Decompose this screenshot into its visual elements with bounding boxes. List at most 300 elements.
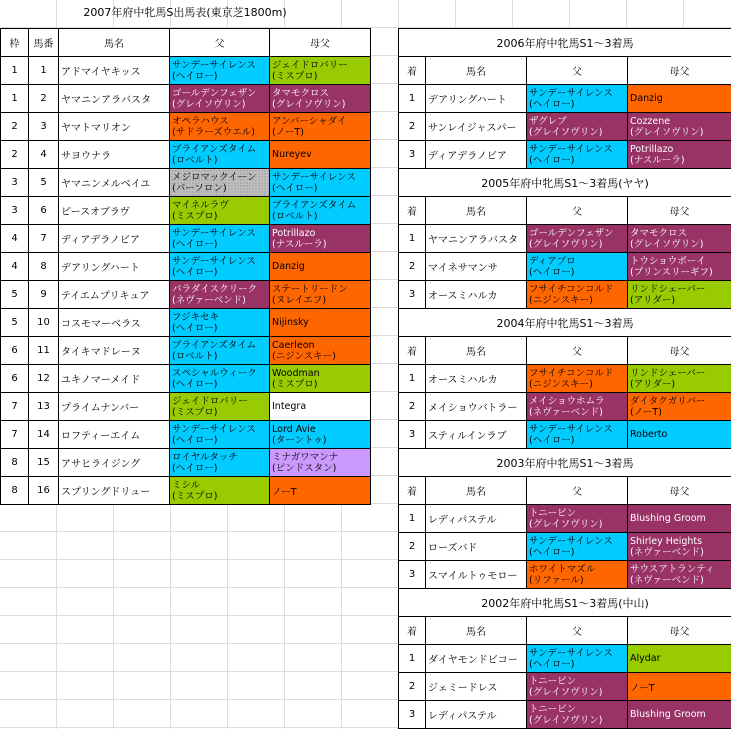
dam-sire-cell <box>628 141 731 169</box>
waku-cell: 6 <box>1 365 29 393</box>
cell-line: ブライアンズタイム <box>172 143 257 155</box>
cell-line: (ヘイロー) <box>172 462 218 474</box>
entry-row <box>1 85 371 113</box>
header-name: 馬名 <box>426 617 527 645</box>
entry-row <box>1 225 371 253</box>
cell-line: (ミスプロ) <box>172 406 218 418</box>
waku-cell: 5 <box>1 309 29 337</box>
cell-line: Potrillazo <box>272 227 316 239</box>
header-name: 馬名 <box>426 337 527 365</box>
cell-line: サンデーサイレンス <box>172 227 256 239</box>
horse-name-cell: デアリングハート <box>426 85 527 113</box>
dam-sire-cell <box>270 337 371 365</box>
entry-row <box>1 113 371 141</box>
cell-line: オペラハウス <box>172 115 229 127</box>
cell-line: (ネヴァーベンド) <box>529 406 603 418</box>
section-title: 2005年府中牝馬S1～3着馬(ヤヤ) <box>399 169 731 197</box>
dam-sire-cell <box>628 645 731 673</box>
sire-cell <box>170 57 270 85</box>
cell-line: (グレイソヴリン) <box>529 238 603 250</box>
cell-line: ゴールデンフェザン <box>529 227 614 239</box>
horse-name-cell: スマイルトゥモロー <box>426 561 527 589</box>
header-name: 馬名 <box>426 57 527 85</box>
rank-cell: 3 <box>399 141 426 169</box>
result-row <box>399 113 731 141</box>
cell-line: サンデーサイレンス <box>529 535 613 547</box>
rank-cell: 1 <box>399 505 426 533</box>
entry-row <box>1 57 371 85</box>
sire-cell <box>170 477 270 505</box>
section-header-row <box>399 337 731 365</box>
entry-row <box>1 197 371 225</box>
dam-sire-cell <box>628 533 731 561</box>
header-waku: 枠 <box>1 29 29 57</box>
cell-line: (ネヴァーベンド) <box>172 294 246 306</box>
entry-row <box>1 449 371 477</box>
cell-line: サウスアトランティ <box>630 563 715 575</box>
cell-line: ディアブロ <box>529 255 576 267</box>
cell-line: (ヘイロー) <box>529 98 575 110</box>
cell-line: ミナガワマンナ <box>272 451 339 463</box>
cell-line: (ヘイロー) <box>529 546 575 558</box>
cell-line: サンデーサイレンス <box>172 423 256 435</box>
cell-line: ホワイトマズル <box>529 563 596 575</box>
num-cell: 3 <box>29 113 59 141</box>
header-dam-sire: 母父 <box>628 197 731 225</box>
sire-cell <box>170 225 270 253</box>
cell-line: (ナスルーラ) <box>630 154 685 166</box>
rank-cell: 3 <box>399 701 426 729</box>
horse-name-cell: アドマイヤキッス <box>59 57 170 85</box>
cell-line: サンデーサイレンス <box>272 171 356 183</box>
waku-cell: 8 <box>1 449 29 477</box>
result-row <box>399 225 731 253</box>
cell-line: トニービン <box>529 675 577 687</box>
cell-line: (グレイソヴリン) <box>529 518 603 530</box>
cell-text: Danzig <box>630 93 663 104</box>
result-row <box>399 561 731 589</box>
rank-cell: 2 <box>399 673 426 701</box>
sire-cell <box>527 421 628 449</box>
header-name: 馬名 <box>426 477 527 505</box>
rank-cell: 1 <box>399 365 426 393</box>
horse-name-cell: プライムナンバー <box>59 393 170 421</box>
cell-line: スペシャルウィーク <box>172 367 257 379</box>
horse-name-cell: サンレイジャスパー <box>426 113 527 141</box>
entry-row <box>1 421 371 449</box>
cell-line: Woodman <box>272 367 320 379</box>
horse-name-cell: レディパステル <box>426 505 527 533</box>
dam-sire-cell <box>628 421 731 449</box>
header-rank: 着 <box>399 337 426 365</box>
entry-table-header <box>1 29 371 57</box>
result-row <box>399 141 731 169</box>
sire-cell <box>170 141 270 169</box>
rank-cell: 3 <box>399 281 426 309</box>
num-cell: 13 <box>29 393 59 421</box>
dam-sire-cell <box>270 421 371 449</box>
dam-sire-cell <box>628 505 731 533</box>
sire-cell <box>527 225 628 253</box>
horse-name-cell: マイネサマンサ <box>426 253 527 281</box>
cell-line: サンデーサイレンス <box>529 647 613 659</box>
cell-line: ステートリードン <box>272 283 348 295</box>
header-sire: 父 <box>527 57 628 85</box>
cell-line: (グレイソヴリン) <box>529 714 603 726</box>
cell-line: フサイチコンコルド <box>529 367 614 379</box>
header-num: 馬番 <box>29 29 59 57</box>
cell-line: サンデーサイレンス <box>529 143 613 155</box>
cell-line: (ミスプロ) <box>272 378 318 390</box>
cell-line: (パーソロン) <box>172 182 227 194</box>
horse-name-cell: スプリングドリュー <box>59 477 170 505</box>
num-cell: 7 <box>29 225 59 253</box>
waku-cell: 1 <box>1 57 29 85</box>
result-row <box>399 701 731 729</box>
num-cell: 1 <box>29 57 59 85</box>
cell-line: (ニジンスキー) <box>529 294 593 306</box>
cell-line: (ヘイロー) <box>529 154 575 166</box>
cell-line: パラダイスクリーク <box>172 283 258 295</box>
cell-line: サンデーサイレンス <box>172 255 256 267</box>
sire-cell <box>527 533 628 561</box>
left-table-title: 2007年府中牝馬S出馬表(東京芝1800m) <box>83 6 287 19</box>
waku-cell: 3 <box>1 197 29 225</box>
horse-name-cell: スティルインラブ <box>426 421 527 449</box>
rank-cell: 1 <box>399 645 426 673</box>
cell-line: Caerleon <box>272 339 315 351</box>
cell-line: (ロベルト) <box>272 210 318 222</box>
cell-line: Cozzene <box>630 115 671 127</box>
result-row <box>399 645 731 673</box>
dam-sire-cell <box>270 225 371 253</box>
cell-line: メイショウホムラ <box>529 395 605 407</box>
num-cell: 12 <box>29 365 59 393</box>
header-dam-sire: 母父 <box>628 337 731 365</box>
cell-line: (プリンスリーギフ) <box>630 266 713 278</box>
entry-row <box>1 281 371 309</box>
cell-line: ジェイドロバリー <box>272 59 348 71</box>
cell-line: (ニジンスキー) <box>272 350 336 362</box>
rank-cell: 2 <box>399 393 426 421</box>
waku-cell: 2 <box>1 113 29 141</box>
cell-line: (ニジンスキー) <box>529 378 593 390</box>
cell-line: トニービン <box>529 507 577 519</box>
header-dam-sire: 母父 <box>628 57 731 85</box>
num-cell: 16 <box>29 477 59 505</box>
cell-line: Shirley Heights <box>630 535 703 547</box>
entry-row <box>1 141 371 169</box>
cell-text: Nureyev <box>272 149 312 160</box>
cell-line: (ヘイロー) <box>172 238 218 250</box>
cell-line: Lord Avie <box>272 423 316 435</box>
section-title: 2002年府中牝馬S1～3着馬(中山) <box>399 589 731 617</box>
sire-cell <box>170 169 270 197</box>
cell-line: (ミスプロ) <box>172 490 218 502</box>
dam-sire-cell <box>270 113 371 141</box>
cell-text: Blushing Groom <box>630 709 706 720</box>
cell-text: ノーT <box>272 486 297 498</box>
num-cell: 8 <box>29 253 59 281</box>
cell-line: サンデーサイレンス <box>529 87 613 99</box>
cell-line: タマモクロス <box>630 227 688 239</box>
sire-cell <box>527 645 628 673</box>
num-cell: 10 <box>29 309 59 337</box>
horse-name-cell: ロフティーエイム <box>59 421 170 449</box>
dam-sire-cell <box>270 57 371 85</box>
header-sire: 父 <box>170 29 270 57</box>
rank-cell: 2 <box>399 113 426 141</box>
cell-line: ダイタクガリバー <box>630 395 706 407</box>
dam-sire-cell <box>628 393 731 421</box>
horse-name-cell: ヤマニンアラバスタ <box>59 85 170 113</box>
cell-line: (ターントゥ) <box>272 434 327 446</box>
cell-line: リンドシェーバー <box>630 283 706 295</box>
cell-line: タマモクロス <box>272 87 330 99</box>
dam-sire-cell <box>628 85 731 113</box>
result-row <box>399 393 731 421</box>
result-row <box>399 253 731 281</box>
entry-row <box>1 365 371 393</box>
waku-cell: 7 <box>1 393 29 421</box>
horse-name-cell: コスモマーベラス <box>59 309 170 337</box>
dam-sire-cell <box>628 673 731 701</box>
sire-cell <box>527 281 628 309</box>
rank-cell: 1 <box>399 85 426 113</box>
dam-sire-cell <box>270 477 371 505</box>
cell-line: (ピンドスタン) <box>272 462 337 474</box>
header-name: 馬名 <box>426 197 527 225</box>
header-sire: 父 <box>527 617 628 645</box>
dam-sire-cell <box>270 309 371 337</box>
cell-line: (ミスプロ) <box>272 70 318 82</box>
waku-cell: 4 <box>1 253 29 281</box>
rank-cell: 2 <box>399 533 426 561</box>
cell-line: マイネルラヴ <box>172 199 229 211</box>
header-sire: 父 <box>527 337 628 365</box>
rank-cell: 2 <box>399 253 426 281</box>
cell-text: ノーT <box>630 682 655 694</box>
entry-row <box>1 309 371 337</box>
waku-cell: 8 <box>1 477 29 505</box>
cell-line: (グレイソヴリン) <box>630 238 704 250</box>
waku-cell: 2 <box>1 141 29 169</box>
header-dam-sire: 母父 <box>270 29 371 57</box>
cell-line: トウショウボーイ <box>630 255 706 267</box>
cell-line: リンドシェーバー <box>630 367 706 379</box>
sire-cell <box>170 365 270 393</box>
sire-cell <box>527 561 628 589</box>
entry-row <box>1 393 371 421</box>
header-sire: 父 <box>527 477 628 505</box>
cell-line: (アリダー) <box>630 378 676 390</box>
sire-cell <box>527 85 628 113</box>
cell-line: (ヌレイエフ) <box>272 294 327 306</box>
sire-cell <box>170 337 270 365</box>
horse-name-cell: レディパステル <box>426 701 527 729</box>
dam-sire-cell <box>628 225 731 253</box>
results-table <box>398 28 731 729</box>
cell-line: (ネヴァーベンド) <box>630 546 704 558</box>
cell-line: (ヘイロー) <box>172 322 218 334</box>
dam-sire-cell <box>628 253 731 281</box>
horse-name-cell: メイショウバトラー <box>426 393 527 421</box>
horse-name-cell: ヤマニンアラバスタ <box>426 225 527 253</box>
header-dam-sire: 母父 <box>628 617 731 645</box>
cell-line: (ノーT) <box>272 126 304 138</box>
entry-row <box>1 477 371 505</box>
cell-line: (ヘイロー) <box>172 378 218 390</box>
cell-line: ミシル <box>172 479 201 491</box>
dam-sire-cell <box>628 113 731 141</box>
result-row <box>399 673 731 701</box>
section-header-row <box>399 617 731 645</box>
sire-cell <box>170 197 270 225</box>
num-cell: 14 <box>29 421 59 449</box>
cell-line: サンデーサイレンス <box>172 59 256 71</box>
cell-text: Integra <box>272 401 307 412</box>
cell-line: アンバーシャダイ <box>272 115 347 127</box>
num-cell: 9 <box>29 281 59 309</box>
section-title: 2003年府中牝馬S1～3着馬 <box>399 449 731 477</box>
cell-line: (ヘイロー) <box>272 182 318 194</box>
cell-line: (グレイソヴリン) <box>172 98 246 110</box>
num-cell: 2 <box>29 85 59 113</box>
cell-line: (ヘイロー) <box>529 658 575 670</box>
cell-line: (リファール) <box>529 574 584 586</box>
horse-name-cell: サヨウナラ <box>59 141 170 169</box>
waku-cell: 7 <box>1 421 29 449</box>
header-sire: 父 <box>527 197 628 225</box>
cell-text: Roberto <box>630 429 668 440</box>
num-cell: 5 <box>29 169 59 197</box>
cell-line: Potrillazo <box>630 143 674 155</box>
section-header-row <box>399 477 731 505</box>
dam-sire-cell <box>270 393 371 421</box>
horse-name-cell: ピースオブラヴ <box>59 197 170 225</box>
sire-cell <box>527 113 628 141</box>
horse-name-cell: ジェミードレス <box>426 673 527 701</box>
horse-name-cell: ローズバド <box>426 533 527 561</box>
cell-line: (グレイソヴリン) <box>630 126 704 138</box>
cell-line: (ネヴァーベンド) <box>630 574 704 586</box>
waku-cell: 4 <box>1 225 29 253</box>
sire-cell <box>527 673 628 701</box>
num-cell: 4 <box>29 141 59 169</box>
cell-line: (ヘイロー) <box>172 266 218 278</box>
horse-name-cell: テイエムプリキュア <box>59 281 170 309</box>
sire-cell <box>527 141 628 169</box>
cell-line: (アリダー) <box>630 294 676 306</box>
sire-cell <box>170 281 270 309</box>
cell-line: (ロベルト) <box>172 154 218 166</box>
cell-line: ジェイドロバリー <box>172 395 248 407</box>
result-row <box>399 281 731 309</box>
result-row <box>399 85 731 113</box>
dam-sire-cell <box>628 701 731 729</box>
sire-cell <box>527 253 628 281</box>
section-header-row <box>399 57 731 85</box>
waku-cell: 1 <box>1 85 29 113</box>
horse-name-cell: ヤマニンメルベイユ <box>59 169 170 197</box>
section-header-row <box>399 197 731 225</box>
sire-cell <box>170 449 270 477</box>
cell-line: フサイチコンコルド <box>529 283 614 295</box>
header-rank: 着 <box>399 477 426 505</box>
cell-text: Alydar <box>630 653 661 664</box>
cell-line: トニービン <box>529 703 577 715</box>
sire-cell <box>527 365 628 393</box>
cell-line: (ノーT) <box>630 406 662 418</box>
dam-sire-cell <box>270 253 371 281</box>
rank-cell: 3 <box>399 561 426 589</box>
num-cell: 6 <box>29 197 59 225</box>
dam-sire-cell <box>628 561 731 589</box>
header-name: 馬名 <box>59 29 170 57</box>
section-title-row <box>399 309 731 337</box>
dam-sire-cell <box>270 449 371 477</box>
horse-name-cell: ヤマトマリオン <box>59 113 170 141</box>
cell-line: (ヘイロー) <box>172 434 218 446</box>
horse-name-cell: ユキノマーメイド <box>59 365 170 393</box>
sire-cell <box>170 309 270 337</box>
dam-sire-cell <box>628 281 731 309</box>
dam-sire-cell <box>270 141 371 169</box>
section-title-row <box>399 449 731 477</box>
sire-cell <box>170 253 270 281</box>
cell-line: サンデーサイレンス <box>529 423 613 435</box>
result-row <box>399 365 731 393</box>
cell-line: ブライアンズタイム <box>272 199 357 211</box>
sire-cell <box>170 113 270 141</box>
cell-text: Danzig <box>272 261 305 272</box>
header-rank: 着 <box>399 197 426 225</box>
horse-name-cell: ディアデラノビア <box>426 141 527 169</box>
result-row <box>399 421 731 449</box>
cell-line: (ナスルーラ) <box>272 238 327 250</box>
result-row <box>399 505 731 533</box>
dam-sire-cell <box>628 365 731 393</box>
section-title: 2006年府中牝馬S1～3着馬 <box>399 29 731 57</box>
cell-line: ロイヤルタッチ <box>172 451 238 463</box>
waku-cell: 3 <box>1 169 29 197</box>
sire-cell <box>527 505 628 533</box>
horse-name-cell: デアリングハート <box>59 253 170 281</box>
horse-name-cell: タイキマドレーヌ <box>59 337 170 365</box>
dam-sire-cell <box>270 197 371 225</box>
section-title: 2004年府中牝馬S1～3着馬 <box>399 309 731 337</box>
entry-table <box>0 28 371 505</box>
waku-cell: 5 <box>1 281 29 309</box>
cell-line: (サドラーズウエル) <box>172 126 255 138</box>
entry-row <box>1 169 371 197</box>
cell-line: (ヘイロー) <box>172 70 218 82</box>
result-row <box>399 533 731 561</box>
entry-row <box>1 253 371 281</box>
sire-cell <box>527 393 628 421</box>
section-title-row <box>399 589 731 617</box>
horse-name-cell: オースミハルカ <box>426 365 527 393</box>
num-cell: 15 <box>29 449 59 477</box>
cell-line: (ミスプロ) <box>172 210 218 222</box>
cell-text: Nijinsky <box>272 317 309 328</box>
cell-line: ブライアンズタイム <box>172 339 257 351</box>
sire-cell <box>170 85 270 113</box>
cell-line: ザグレブ <box>529 115 567 127</box>
waku-cell: 6 <box>1 337 29 365</box>
header-rank: 着 <box>399 57 426 85</box>
sire-cell <box>527 701 628 729</box>
